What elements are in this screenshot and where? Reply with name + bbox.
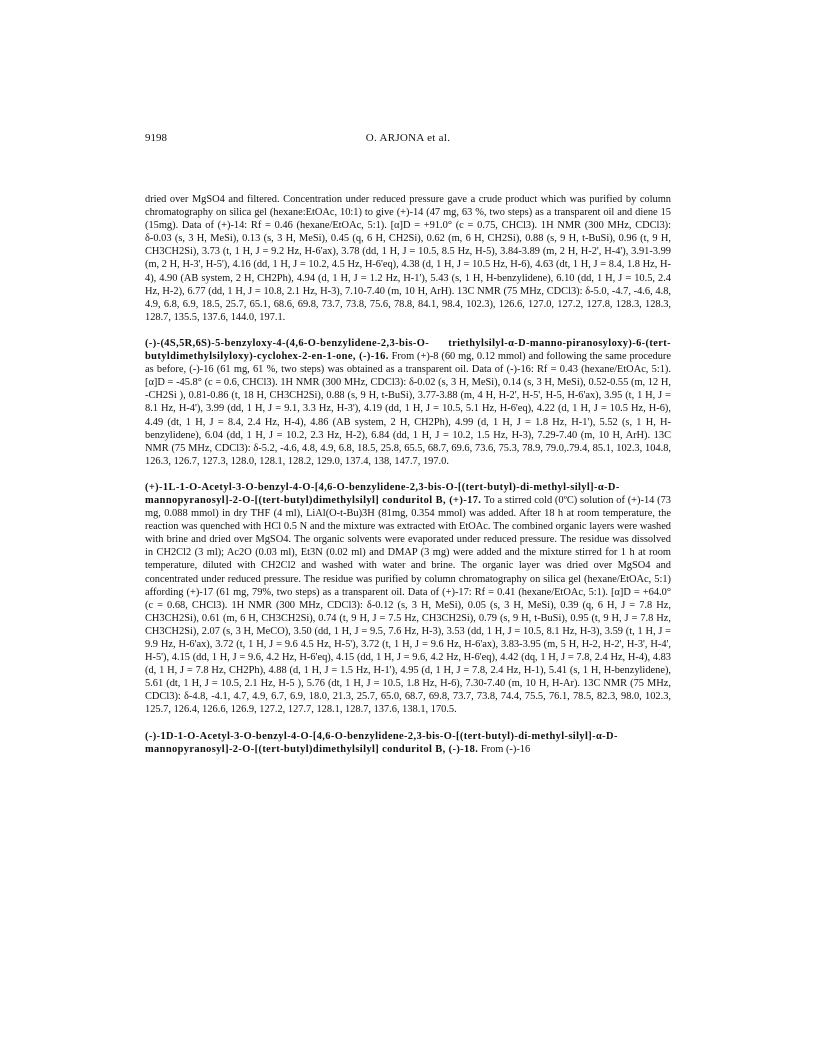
compound-heading: (+)-1L-1-O-Acetyl-3-O-benzyl-4-O-[4,6-O-benzylidene-2,3-bis-O-[(tert-butyl)-di-methyl-silyl]-α-D-mannopyranosyl]-2-O-[(tert-butyl)dimethylsilyl] conduritol B, (+)-17. bbox=[145, 481, 620, 506]
paragraph-text: From (-)-16 bbox=[478, 743, 531, 755]
paragraph-text: From (+)-8 (60 mg, 0.12 mmol) and following the same procedure as before, (-)-16 (61 mg, 61 %, two steps) was obtained as a transparent oil. Data of (-)-16: Rf = 0.43 (hexane/EtOAc, 5:1). [α]D = -45.8° (c = 0.6, CHCl3). 1H NMR (300 MHz, CDCl3): δ-0.02 (s, 3 H, MeSi), 0.14 (s, 3 H, MeSi), 0.52-0.55 (m, 12 H, -CH2Si ), 0.81-0.86 (t, 18 H, CH3CH2Si), 0.88 (s, 9 H, t-BuSi), 3.77-3.88 (m, 4 H, H-2', H-5', H-5, H-6'ax), 3.95 (t, 1 H, J = 8.1 Hz, H-4'), 3.99 (dd, 1 H, J = 9.1, 3.3 Hz, H-3'), 4.19 (dd, 1 H, J = 10.5, 5.1 Hz, H-6'eq), 4.22 (d, 1 H, J = 10.5 Hz, H-6), 4.49 (dt, 1 H, J = 8.4, 2.4 Hz, H-4), 4.86 (AB system, 2 H, CH2Ph), 4.99 (d, 1 H, J = 1.8 Hz, H-1'), 5.52 (s, 1 H, H-benzylidene), 6.04 (dd, 1 H, J = 10.2, 2.3 Hz, H-2), 6.84 (dd, 1 H, J = 10.2, 1.5 Hz, H-3), 7.29-7.40 (m, 10 H, ArH). 13C NMR (75 MHz, CDCl3): δ-5.2, -4.6, 4.8, 4.9, 6.8, 18.5, 25.8, 65.5, 68.7, 69.6, 73.6, 75.3, 78.9, 79.0,.79.4, 85.1, 102.3, 104.8, 126.3, 126.7, 127.3, 128.0, 128.1, 128.2, 129.0, 137.4, 138, 147.7, 197.0. bbox=[145, 351, 671, 467]
article-body bbox=[145, 193, 671, 769]
paragraph-text: To a stirred cold (0ºC) solution of (+)-14 (73 mg, 0.088 mmol) in dry THF (4 ml), LiAl(O-t-Bu)3H (81mg, 0.354 mmol) was added. After 18 h at room temperature, the reaction was quenched with HCl 0.5 N and the mixture was extracted with EtOAc. The combined organic layers were washed with brine and dried over MgSO4. The organic solvents were evaporated under reduced pressure. The residue was dissolved in CH2Cl2 (3 ml); Ac2O (0.03 ml), Et3N (0.02 ml) and DMAP (3 mg) were added and the mixture stirred for 1 h at room temperature, diluted with CH2Cl2 and washed with water and brine. The organic layer was dried over MgSO4 and concentrated under reduced pressure. The residue was purified by column chromatography on silica gel (hexane/EtOAc, 5:1) affording (+)-17 (61 mg, 79%, two steps) as a transparent oil. Data of (+)-17: Rf = 0.41 (hexane/EtOAc, 5:1). [α]D = +64.0° (c = 0.68, CHCl3). 1H NMR (300 MHz, CDCl3): δ-0.12 (s, 3 H, MeSi), 0.05 (s, 3 H, MeSi), 0.39 (q, 6 H, J = 7.8 Hz, CH3CH2Si), 0.61 (m, 6 H, CH3CH2Si), 0.74 (t, 9 H, J = 7.5 Hz, CH3CH2Si), 0.79 (s, 9 H, t-BuSi), 0.95 (t, 9 H, J = 7.8 Hz, CH3CH2Si), 2.07 (s, 3 H, MeCO), 3.50 (dd, 1 H, J = 9.5, 7.6 Hz, H-3), 3.53 (dd, 1 H, J = 10.5, 8.1 Hz, H-3), 3.59 (t, 1 H, J = 9.9 Hz, H-6'ax), 3.72 (t, 1 H, J = 9.6 4.5 Hz, H-5'), 3.72 (t, 1 H, J = 9.6 Hz, H-6'ax), 3.83-3.95 (m, 5 H, H-2, H-2', H-3', H-4', H-5'), 4.15 (dd, 1 H, J = 9.6, 4.2 Hz, H-6'eq), 4.15 (dd, 1 H, J = 9.6, 4.2 Hz, H-6'eq), 4.42 (dq, 1 H, J = 7.8, 2.4 Hz, H-4), 4.83 (d, 1 H, J = 7.8 Hz, CH2Ph), 4.88 (d, 1 H, J = 1.5 Hz, H-1'), 4.95 (d, 1 H, J = 7.8, 2.4 Hz, H-1), 5.41 (s, 1 H, H-benzylidene), 5.61 (dt, 1 H, J = 10.5, 2.1 Hz, H-5 ), 5.76 (dt, 1 H, J = 10.5, 1.8 Hz, H-6), 7.30-7.40 (m, 10 H, H-Ar). 13C NMR (75 MHz, CDCl3): δ-4.8, -4.1, 4.7, 4.9, 6.7, 6.9, 18.0, 21.3, 25.7, 65.0, 68.7, 69.8, 73.7, 73.8, 74.4, 75.5, 76.1, 78.5, 82.3, 98.0, 102.3, 125.7, 126.4, 126.6, 126.9, 127.2, 127.7, 128.1, 128.7, 137.6, 138.1, 170.5. bbox=[145, 494, 671, 716]
paragraph-compound-17 bbox=[145, 481, 671, 717]
page-header bbox=[145, 132, 671, 148]
page-number: 9198 bbox=[145, 132, 167, 144]
paragraph-compound-18 bbox=[145, 730, 671, 756]
paragraph-continuation bbox=[145, 193, 671, 324]
paragraph-compound-16 bbox=[145, 337, 671, 468]
paragraph-text: dried over MgSO4 and filtered. Concentration under reduced pressure gave a crude product which was purified by column chromatography on silica gel (hexane:EtOAc, 10:1) to give (+)-14 (47 mg, 63 %, two steps) as a transparent oil and diene 15 (15mg). Data of (+)-14: Rf = 0.46 (hexane/EtOAc, 5:1). [α]D = +91.0° (c = 0.75, CHCl3). 1H NMR (300 MHz, CDCl3): δ-0.03 (s, 3 H, MeSi), 0.13 (s, 3 H, MeSi), 0.45 (q, 6 H, CH2Si), 0.62 (m, 6 H, CH2Si), 0.88 (s, 9 H, t-BuSi), 0.96 (t, 9 H, CH3CH2Si), 3.73 (t, 1 H, J = 9.2 Hz, H-6'ax), 3.78 (dd, 1 H, J = 10.5, 8.5 Hz, H-5), 3.84-3.89 (m, 2 H, H-2', H-4'), 3.91-3.99 (m, 2 H, H-3', H-5'), 4.16 (dd, 1 H, J = 10.2, 4.5 Hz, H-6'eq), 4.38 (d, 1 H, J = 10.5 Hz, H-6), 4.63 (dt, 1 H, J = 8.4, 1.8 Hz, H-4), 4.90 (AB system, 2 H, CH2Ph), 4.94 (d, 1 H, J = 1.2 Hz, H-1'), 5.43 (s, 1 H, H-benzylidene), 6.10 (dd, 1 H, J = 10.5, 2.4 Hz, H-2), 6.77 (dd, 1 H, J = 10.8, 2.1 Hz, H-3), 7.10-7.40 (m, 10 H, ArH). 13C NMR (75 MHz, CDCl3): δ-5.0, -4.7, -4.6, 4.8, 4.9, 6.8, 6.9, 18.5, 25.7, 65.1, 68.6, 69.8, 73.7, 73.8, 75.6, 78.8, 84.1, 98.4, 102.3), 126.6, 127.0, 127.2, 127.8, 128.3, 128.3, 128.7, 135.5, 137.6, 144.0, 197.1. bbox=[145, 194, 671, 323]
running-head: O. ARJONA et al. bbox=[365, 132, 451, 144]
compound-heading: (-)-1D-1-O-Acetyl-3-O-benzyl-4-O-[4,6-O-benzylidene-2,3-bis-O-[(tert-butyl)-di-methyl-silyl]-α-D-mannopyranosyl]-2-O-[(tert-butyl)dimethylsilyl] conduritol B, (-)-18. bbox=[145, 730, 618, 755]
compound-heading: (-)-(4S,5R,6S)-5-benzyloxy-4-(4,6-O-benzylidene-2,3-bis-O- triethylsilyl-α-D-manno-piranosyloxy)-6-(tert-butyldimethylsilyloxy)-cyclohex-2-en-1-one, (-)-16. bbox=[145, 337, 671, 363]
